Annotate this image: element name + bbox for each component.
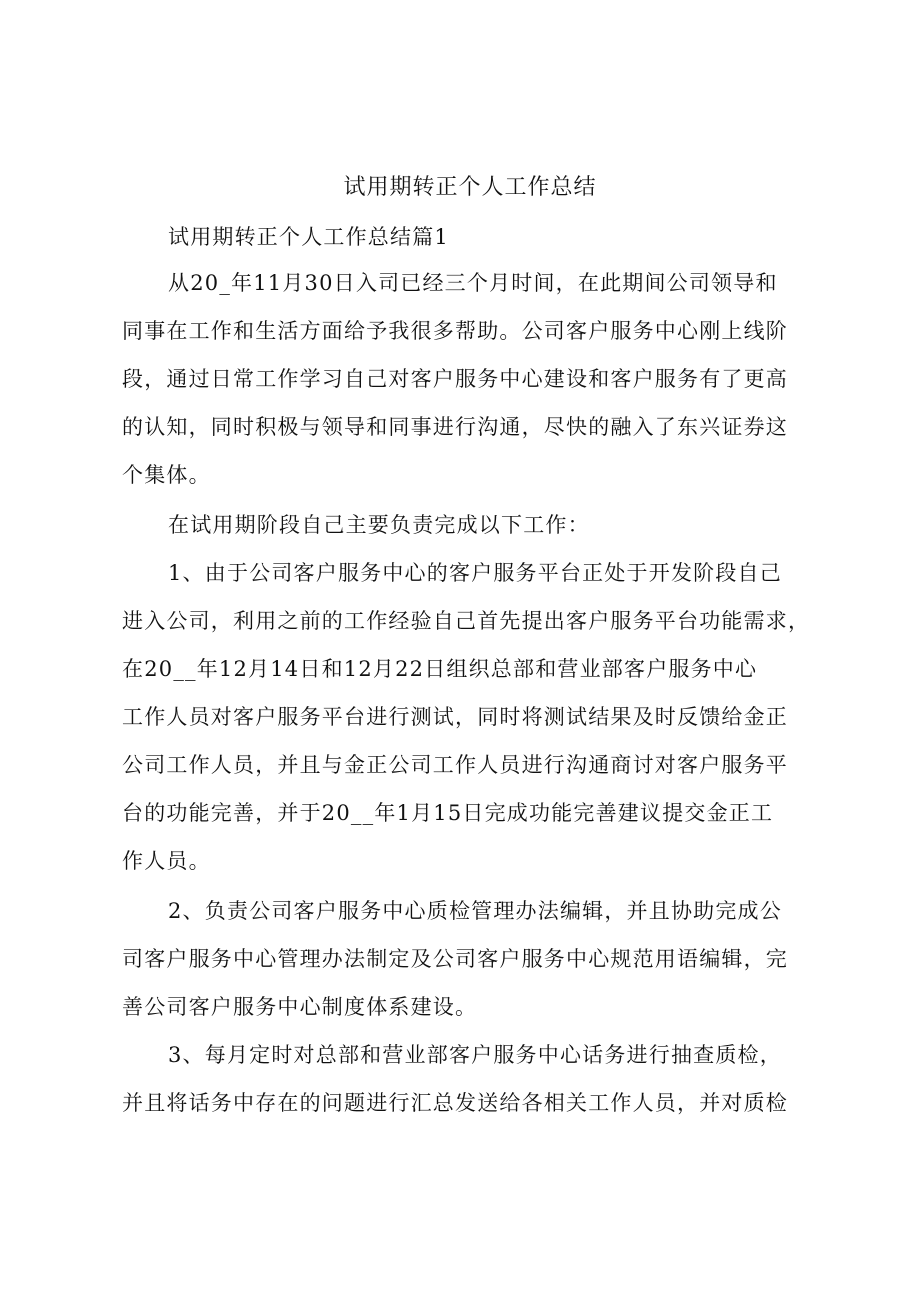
paragraph-line: 善公司客户服务中心制度体系建设。: [122, 995, 478, 1019]
paragraph-line: 1、由于公司客户服务中心的客户服务平台正处于开发阶段自己: [168, 561, 782, 585]
paragraph-line: 2、负责公司客户服务中心质检管理办法编辑，并且协助完成公: [168, 899, 782, 923]
document-title: 试用期转正个人工作总结: [343, 175, 597, 200]
paragraph-line: 从20_年11月30日入司已经三个月时间，在此期间公司领导和: [168, 271, 778, 295]
paragraph-line: 进入公司，利用之前的工作经验自己首先提出客户服务平台功能需求，: [122, 609, 811, 633]
paragraph-line: 的认知，同时积极与领导和同事进行沟通，尽快的融入了东兴证券这: [122, 415, 788, 439]
paragraph-line: 3、每月定时对总部和营业部客户服务中心话务进行抽查质检，: [168, 1043, 782, 1067]
paragraph-line: 台的功能完善，并于20__年1月15日完成功能完善建议提交金正工: [122, 801, 774, 825]
section-heading: 试用期转正个人工作总结篇1: [168, 225, 449, 249]
paragraph-line: 个集体。: [122, 463, 211, 487]
paragraph-line: 同事在工作和生活方面给予我很多帮助。公司客户服务中心刚上线阶: [122, 319, 788, 343]
paragraph-line: 段，通过日常工作学习自己对客户服务中心建设和客户服务有了更高: [122, 367, 788, 391]
paragraph-line: 在试用期阶段自己主要负责完成以下工作：: [168, 513, 590, 537]
paragraph-line: 作人员。: [122, 849, 211, 873]
paragraph-line: 工作人员对客户服务平台进行测试，同时将测试结果及时反馈给金正: [122, 705, 788, 729]
paragraph-line: 在20__年12月14日和12月22日组织总部和营业部客户服务中心: [122, 657, 758, 681]
paragraph-line: 并且将话务中存在的问题进行汇总发送给各相关工作人员，并对质检: [122, 1091, 788, 1115]
paragraph-line: 司客户服务中心管理办法制定及公司客户服务中心规范用语编辑，完: [122, 947, 788, 971]
paragraph-line: 公司工作人员，并且与金正公司工作人员进行沟通商讨对客户服务平: [122, 753, 788, 777]
